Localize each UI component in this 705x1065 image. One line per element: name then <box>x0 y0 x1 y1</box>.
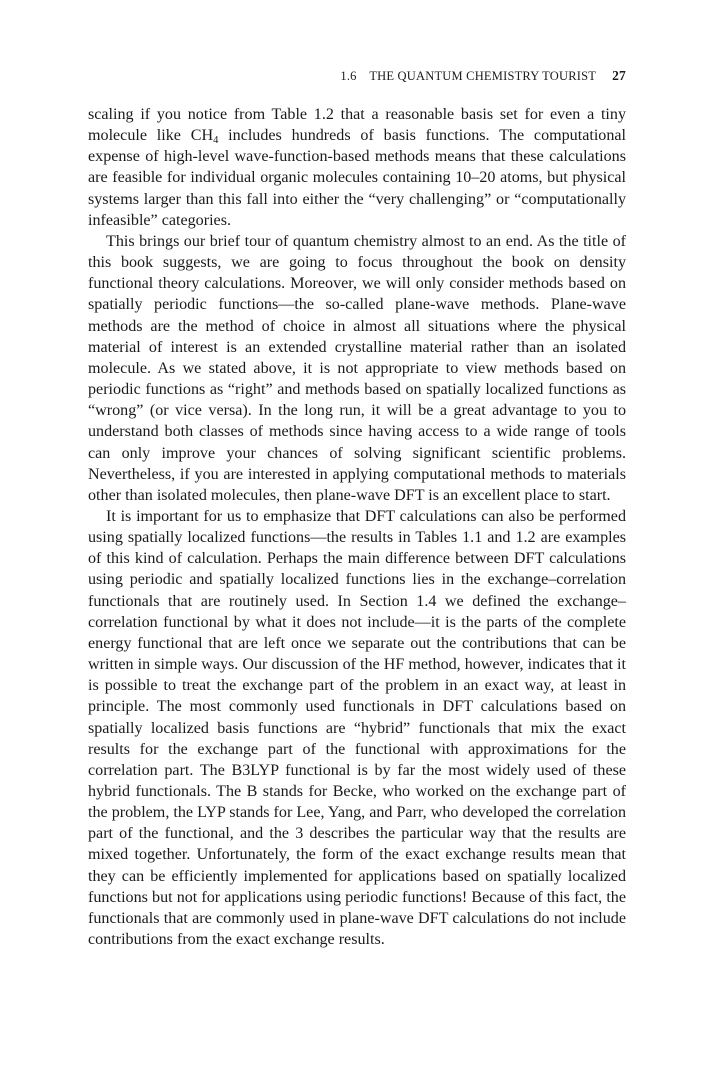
paragraph-plane-wave-intro: This brings our brief tour of quantum chemistry almost to an end. As the title of this book suggests, we are going to focus throughout the book on density functional theory calculations. Moreover, we will only consider methods based on spatially periodic functions—the so-called plane-wave methods. Plane-wave methods are the method of choice in almost all situations where the physical material of interest is an extended crystalline material rather than an isolated molecule. As we stated above, it is not appropriate to view methods based on periodic functions as “right” and methods based on spatially localized functions as “wrong” (or vice versa). In the long run, it will be a great advantage to you to understand both classes of methods since having access to a wide range of tools can only improve your chances of solving significant scientific problems. Nevertheless, if you are interested in applying computational methods to materials other than isolated molecules, then plane-wave DFT is an excellent place to start. <box>88 232 626 504</box>
running-head <box>88 68 626 84</box>
paragraph-continuation <box>88 104 626 231</box>
paragraph-1-text-before-subscript: scaling if you notice from Table 1.2 that a reasonable basis set for even a tiny molecule like CH <box>88 106 626 145</box>
paragraph-exchange-functionals: It is important for us to emphasize that DFT calculations can also be performed using spatially localized functions—the results in Tables 1.1 and 1.2 are examples of this kind of calculation. Perhaps the main difference between DFT calculations using periodic and spatially localized functions lies in the exchange–correlation functionals that are routinely used. In Section 1.4 we defined the exchange–correlation functional by what it does not include—it is the parts of the complete energy functional that are left once we separate out the contributions that can be written in simple ways. Our discussion of the HF method, however, indicates that it is possible to treat the exchange part of the problem in an exact way, at least in principle. The most commonly used functionals in DFT calculations based on spatially localized basis functions are “hybrid” functionals that mix the exact results for the exchange part of the functional with approximations for the correlation part. The B3LYP functional is by far the most widely used of these hybrid functionals. The B stands for Becke, who worked on the exchange part of the problem, the LYP stands for Lee, Yang, and Parr, who developed the correlation part of the functional, and the 3 describes the particular way that the results are mixed together. Unfortunately, the form of the exact exchange results mean that they can be efficiently implemented for applications based on spatially localized functions but not for applications using periodic functions! Because of this fact, the functionals that are commonly used in plane-wave DFT calculations do not include contributions from the exact exchange results. <box>88 507 626 949</box>
page-number: 27 <box>612 68 626 83</box>
body-text <box>88 104 626 950</box>
running-head-section: 1.6 THE QUANTUM CHEMISTRY TOURIST <box>340 69 597 83</box>
subscript-four: 4 <box>213 135 219 147</box>
paragraph-1-text-after-subscript: includes hundreds of basis functions. The computational expense of high-level wave-function-based methods means that these calculations are feasible for individual organic molecules containing 10–20 atoms, but physical systems larger than this fall into either the “very challenging” or “computationally infeasible” categories. <box>88 127 626 229</box>
